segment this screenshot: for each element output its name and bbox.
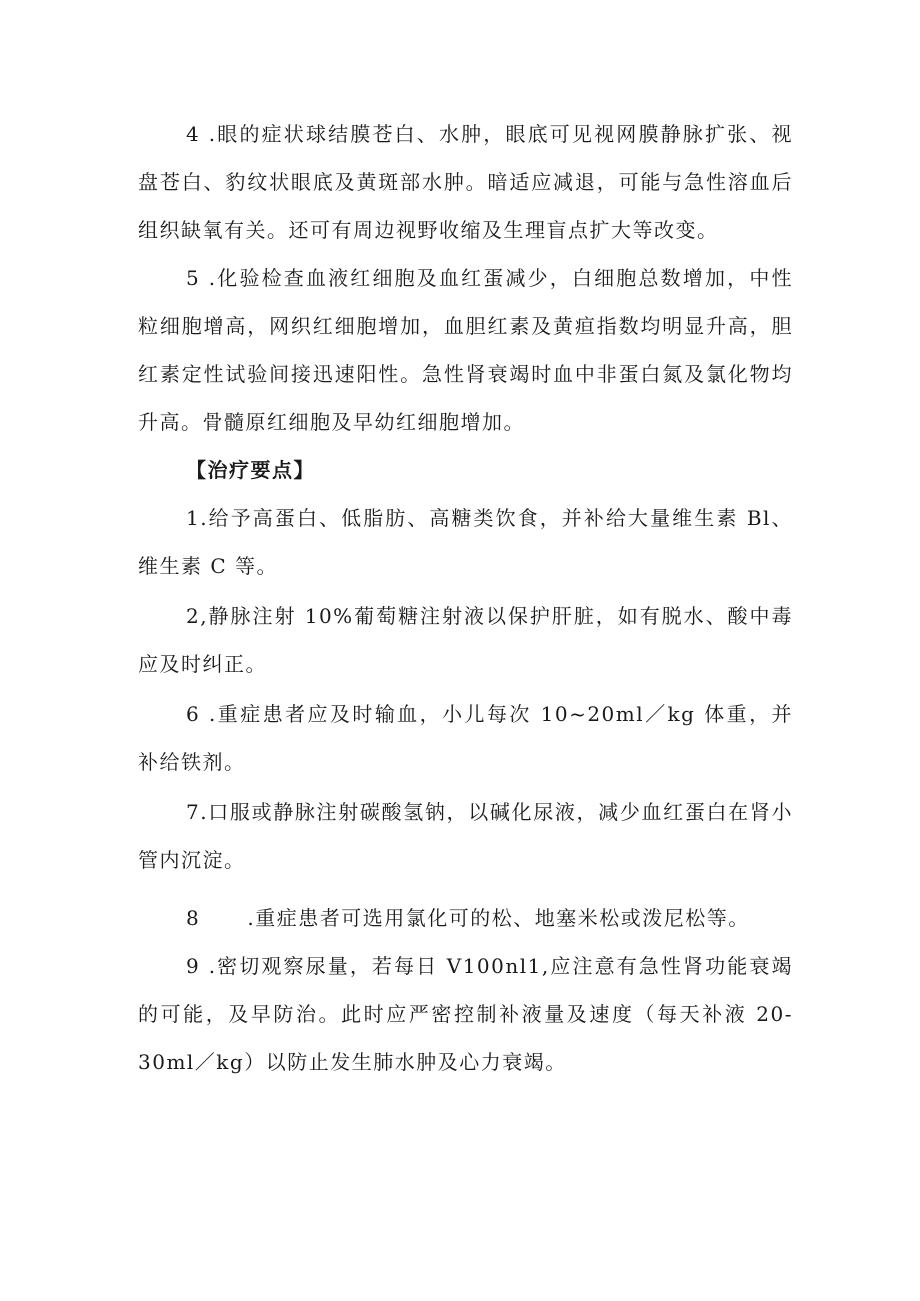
treatment-item-8: 8 .重症患者可选用氯化可的松、地塞米松或泼尼松等。 — [186, 906, 750, 930]
treatment-item-7: 7.口服或静脉注射碳酸氢钠，以碱化尿液，减少血红蛋白在肾小管内沉淀。 — [138, 800, 793, 872]
paragraph-eye-symptoms: 4 .眼的症状球结膜苍白、水肿，眼底可见视网膜静脉扩张、视盘苍白、豹纹状眼底及黄斑部水肿。暗适应减退，可能与急性溶血后组织缺氧有关。还可有周边视野收缩及生理盲点扩大等改变。 — [138, 122, 793, 242]
treatment-item-9: 9 .密切观察尿量，若每日 V100nl1,应注意有急性肾功能衰竭的可能，及早防治。此时应严密控制补液量及速度（每天补液 20-30ml／kg）以防止发生肺水肿及心力衰竭。 — [138, 954, 793, 1074]
section-heading-treatment: 【治疗要点】 — [186, 458, 315, 482]
treatment-item-2: 2,静脉注射 10%葡萄糖注射液以保护肝脏，如有脱水、酸中毒应及时纠正。 — [138, 604, 793, 676]
treatment-item-1: 1.给予高蛋白、低脂肪、高糖类饮食，并补给大量维生素 Bl、维生素 C 等。 — [138, 506, 793, 578]
paragraph-lab-tests: 5 .化验检查血液红细胞及血红蛋减少，白细胞总数增加，中性粒细胞增高，网织红细胞增加，血胆红素及黄疸指数均明显升高，胆红素定性试验间接迅速阳性。急性肾衰竭时血中非蛋白氮及氯化物均升高。骨髓原红细胞及早幼红细胞增加。 — [138, 266, 793, 434]
treatment-item-6: 6 .重症患者应及时输血，小儿每次 10~20ml／kg 体重，并补给铁剂。 — [138, 702, 793, 774]
